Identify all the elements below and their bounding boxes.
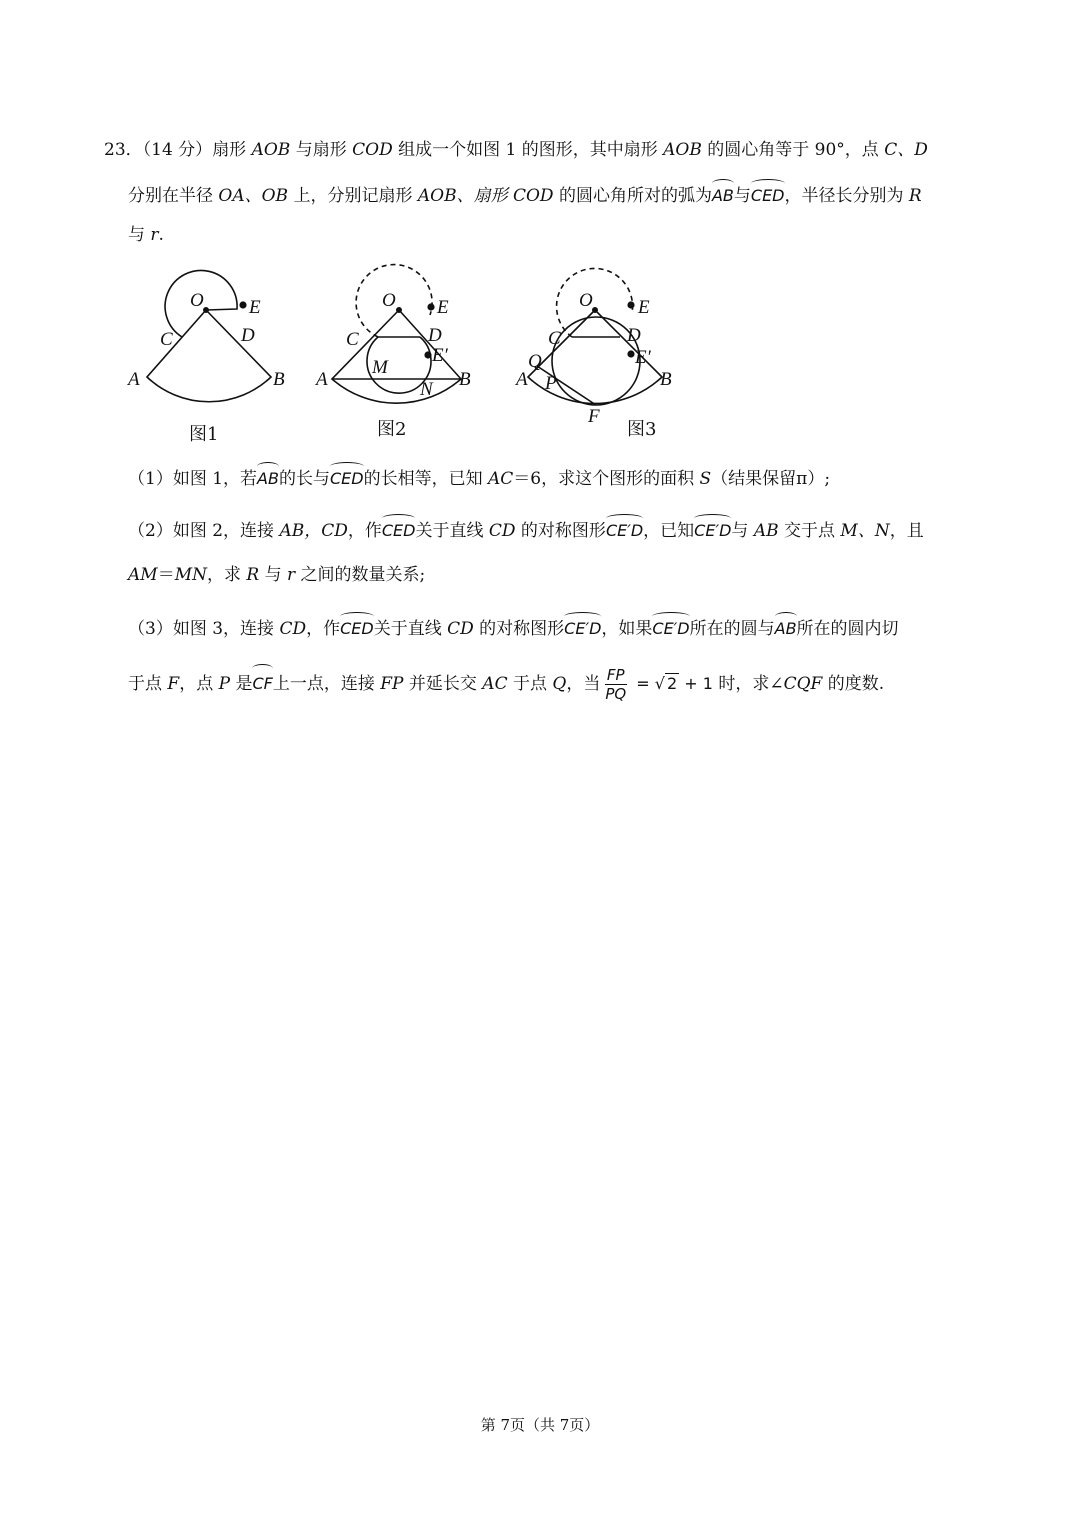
- arc-AB: AB: [257, 464, 279, 491]
- fig2-caption: 图2: [377, 419, 407, 440]
- fig1-label-C: C: [160, 329, 173, 350]
- fig1-sector-AOB: [147, 310, 271, 402]
- fig3-point-E: [628, 302, 634, 308]
- fig3-label-O: O: [579, 290, 593, 311]
- fig3-label-C: C: [548, 328, 561, 349]
- fig3-label-P: P: [545, 373, 557, 394]
- problem-stem-line-1: 23．（14 分）扇形 AOB 与扇形 COD 组成一个如图 1 的图形，其中扇形 AOB 的圆心角等于 90°，点 C、D: [104, 140, 928, 160]
- fig2-label-O: O: [382, 290, 396, 311]
- fig2-point-O: [397, 308, 401, 312]
- fig3-label-F: F: [588, 406, 600, 427]
- fig3-label-A: A: [516, 369, 528, 390]
- fig2-label-A: A: [316, 369, 328, 390]
- fig3-label-Ep: E′: [635, 347, 651, 368]
- fig3-caption: 图3: [627, 419, 657, 440]
- fig2-label-B: B: [459, 369, 471, 390]
- fig1-label-E: E: [249, 297, 261, 318]
- problem-stem-line-2: 分别在半径 OA、OB 上，分别记扇形 AOB、扇形 COD 的圆心角所对的弧为AB与CED，半径长分别为 R: [128, 181, 922, 208]
- problem-score: （14 分）: [142, 140, 213, 160]
- fig2-point-E: [428, 304, 434, 310]
- arc-CED: CED: [751, 181, 785, 208]
- fig1-label-O: O: [190, 290, 204, 311]
- arc-CED: CED: [382, 516, 416, 543]
- fig3-label-E: E: [638, 297, 650, 318]
- fig2-label-D: D: [428, 325, 442, 346]
- fig1-point-E: [240, 302, 246, 308]
- part-2-line-2: AM＝MN，求 R 与 r 之间的数量关系;: [128, 565, 426, 585]
- arc-CEpD: CE′D: [606, 516, 643, 543]
- part-3-line-1: （3）如图 3，连接 CD，作CED关于直线 CD 的对称图形CE′D，如果CE′D所在的圆与AB所在的圆内切: [128, 614, 899, 641]
- arc-CED: CED: [340, 614, 374, 641]
- fig1-label-A: A: [128, 369, 140, 390]
- arc-CEpD: CE′D: [652, 614, 689, 641]
- arc-AB: AB: [775, 614, 797, 641]
- figures: [110, 255, 710, 459]
- fig2-label-M: M: [372, 357, 388, 378]
- part-1: （1）如图 1，若AB的长与CED的长相等，已知 AC＝6，求这个图形的面积 S（结果保留π）;: [128, 464, 830, 491]
- fig2-label-Ep: E′: [432, 345, 448, 366]
- fig3-point-O: [593, 308, 597, 312]
- page-footer: 第 7页（共 7页）: [480, 1416, 600, 1434]
- fig2-label-E: E: [437, 297, 449, 318]
- arc-CEpD: CE′D: [564, 614, 601, 641]
- fig1-label-D: D: [241, 325, 255, 346]
- arc-CF: CF: [252, 666, 272, 699]
- fig3-label-D: D: [627, 325, 641, 346]
- fraction-FP-over-PQ: $\frac{FP}{PQ}$: [605, 666, 627, 703]
- fig1-point-O: [204, 308, 208, 312]
- fig3-point-Ep: [628, 351, 634, 357]
- arc-CEpD: CE′D: [694, 516, 731, 543]
- fig3-label-Q: Q: [528, 351, 542, 372]
- arc-CED: CED: [330, 464, 364, 491]
- sqrt-radicand: 2: [666, 674, 678, 693]
- problem-stem-line-3: 与 r.: [128, 225, 164, 245]
- part-2-line-1: （2）如图 2，连接 AB，CD，作CED关于直线 CD 的对称图形CE′D，已知CE′D与 AB 交于点 M、N，且: [128, 516, 924, 543]
- sqrt-sign: √: [654, 674, 665, 693]
- fig2-point-Ep: [425, 352, 431, 358]
- fig2-label-C: C: [346, 329, 359, 350]
- problem-number: 23．: [104, 140, 143, 160]
- fig1-label-B: B: [273, 369, 285, 390]
- arc-AB: AB: [712, 181, 734, 208]
- fig1-caption: 图1: [189, 424, 219, 445]
- fig2-label-N: N: [420, 379, 433, 400]
- part-3-line-2: 于点 F，点 P 是CF上一点，连接 FP 并延长交 AC 于点 Q，当 $\frac{FP}{PQ}$ = √ 2 + 1 时，求∠CQF 的度数.: [128, 666, 885, 703]
- fig3-label-B: B: [660, 369, 672, 390]
